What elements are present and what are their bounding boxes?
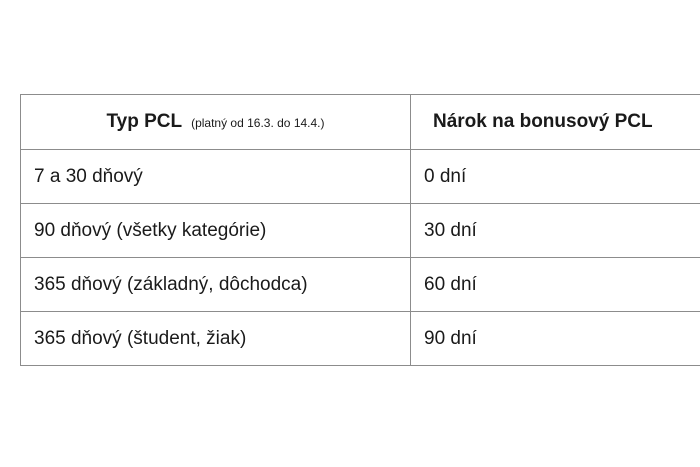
header-bonus-entitlement: Nárok na bonusový PCL bbox=[411, 95, 700, 150]
bonus-ticket-table bbox=[20, 94, 700, 366]
table-row bbox=[21, 258, 700, 312]
table-header-row bbox=[21, 95, 700, 150]
ticket-type-cell: 365 dňový (študent, žiak) bbox=[21, 312, 411, 366]
table-row bbox=[21, 150, 700, 204]
table-row bbox=[21, 312, 700, 366]
ticket-type-cell: 365 dňový (základný, dôchodca) bbox=[21, 258, 411, 312]
bonus-days-cell: 90 dní bbox=[411, 312, 700, 366]
ticket-type-cell: 7 a 30 dňový bbox=[21, 150, 411, 204]
header-ticket-type-label: Typ PCL bbox=[106, 111, 182, 132]
bonus-days-cell: 0 dní bbox=[411, 150, 700, 204]
ticket-type-cell: 90 dňový (všetky kategórie) bbox=[21, 204, 411, 258]
header-validity-note: (platný od 16.3. do 14.4.) bbox=[191, 116, 325, 130]
bonus-days-cell: 60 dní bbox=[411, 258, 700, 312]
table-row bbox=[21, 204, 700, 258]
header-ticket-type bbox=[21, 95, 411, 150]
bonus-days-cell: 30 dní bbox=[411, 204, 700, 258]
